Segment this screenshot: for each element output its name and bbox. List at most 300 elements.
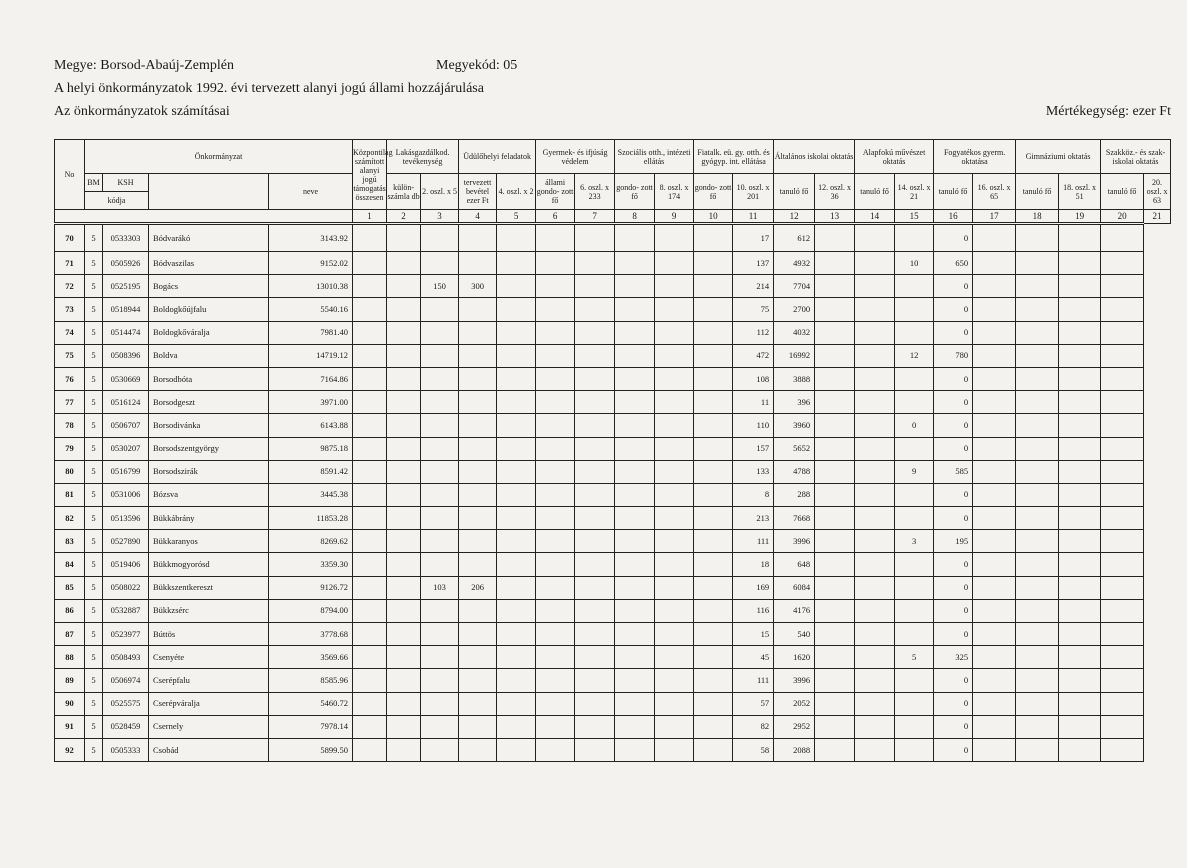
- cell-bm: 5: [85, 507, 103, 530]
- table-row: [55, 321, 1171, 344]
- cell-c13: 3960: [774, 414, 815, 437]
- cell-empty: [1059, 275, 1101, 298]
- cell-empty: [1101, 344, 1144, 367]
- cell-name: Csobád: [149, 738, 269, 761]
- cell-total: 3971.00: [269, 391, 353, 414]
- cell-empty: [1059, 715, 1101, 738]
- cell-c17: 0: [934, 623, 973, 646]
- cell-empty: [973, 460, 1016, 483]
- cell-c16: [895, 391, 934, 414]
- cell-empty: [1101, 738, 1144, 761]
- cell-empty: [497, 599, 536, 622]
- cell-no: 81: [55, 483, 85, 506]
- cell-c12: 108: [733, 367, 774, 390]
- cell-empty: [655, 483, 694, 506]
- cell-empty: [655, 599, 694, 622]
- table-row: [55, 738, 1171, 761]
- cell-bm: 5: [85, 367, 103, 390]
- cell-empty: [575, 692, 615, 715]
- cell-empty: [615, 553, 655, 576]
- subheader: 12. oszl. x 36: [815, 174, 855, 210]
- cell-empty: [615, 414, 655, 437]
- cell-empty: [615, 483, 655, 506]
- cell-empty: [536, 437, 575, 460]
- cell-empty: [353, 738, 387, 761]
- cell-empty: [1101, 437, 1144, 460]
- cell-empty: [353, 414, 387, 437]
- cell-c4: [421, 623, 459, 646]
- column-number: 12: [774, 210, 815, 224]
- cell-empty: [536, 669, 575, 692]
- cell-empty: [1059, 507, 1101, 530]
- cell-ksh: 0527890: [103, 530, 149, 553]
- cell-empty: [1016, 414, 1059, 437]
- cell-name: Borsodszentgyörgy: [149, 437, 269, 460]
- cell-c12: 17: [733, 224, 774, 252]
- cell-c12: 18: [733, 553, 774, 576]
- cell-empty: [536, 576, 575, 599]
- header-group: Gyermek- és ifjúság védelem: [536, 140, 615, 174]
- cell-c4: [421, 252, 459, 275]
- cell-empty: [815, 669, 855, 692]
- cell-c13: 3888: [774, 367, 815, 390]
- table-row: [55, 298, 1171, 321]
- cell-empty: [615, 599, 655, 622]
- cell-empty: [1101, 224, 1144, 252]
- cell-c5: [459, 553, 497, 576]
- cell-empty: [973, 669, 1016, 692]
- cell-empty: [497, 553, 536, 576]
- cell-c16: [895, 738, 934, 761]
- cell-empty: [575, 646, 615, 669]
- cell-empty: [1101, 553, 1144, 576]
- cell-empty: [655, 224, 694, 252]
- column-number: 11: [733, 210, 774, 224]
- cell-empty: [815, 321, 855, 344]
- cell-c17: 585: [934, 460, 973, 483]
- cell-c16: [895, 715, 934, 738]
- cell-bm: 5: [85, 623, 103, 646]
- cell-empty: [973, 321, 1016, 344]
- cell-c16: 0: [895, 414, 934, 437]
- cell-empty: [353, 623, 387, 646]
- cell-empty: [655, 414, 694, 437]
- column-number: 8: [615, 210, 655, 224]
- cell-empty: [855, 224, 895, 252]
- cell-ksh: 0519406: [103, 553, 149, 576]
- cell-empty: [1016, 738, 1059, 761]
- cell-empty: [575, 275, 615, 298]
- cell-empty: [387, 344, 421, 367]
- cell-empty: [497, 646, 536, 669]
- cell-c4: [421, 391, 459, 414]
- cell-empty: [1059, 321, 1101, 344]
- cell-empty: [536, 224, 575, 252]
- cell-empty: [815, 623, 855, 646]
- cell-c17: 780: [934, 344, 973, 367]
- cell-name: Csenyéte: [149, 646, 269, 669]
- cell-empty: [855, 252, 895, 275]
- cell-total: 8585.96: [269, 669, 353, 692]
- cell-empty: [497, 483, 536, 506]
- cell-empty: [536, 252, 575, 275]
- cell-c12: 58: [733, 738, 774, 761]
- cell-c12: 75: [733, 298, 774, 321]
- cell-empty: [655, 507, 694, 530]
- cell-empty: [387, 553, 421, 576]
- cell-empty: [855, 460, 895, 483]
- cell-c4: [421, 553, 459, 576]
- cell-empty: [1101, 599, 1144, 622]
- cell-c4: 150: [421, 275, 459, 298]
- cell-c17: 0: [934, 507, 973, 530]
- cell-c4: [421, 738, 459, 761]
- cell-name: Boldogkőváralja: [149, 321, 269, 344]
- column-number: 18: [1016, 210, 1059, 224]
- cell-empty: [353, 669, 387, 692]
- cell-empty: [694, 669, 733, 692]
- cell-no: 90: [55, 692, 85, 715]
- cell-empty: [855, 576, 895, 599]
- header-onkormanyzat: Önkormányzat: [85, 140, 353, 174]
- cell-c16: [895, 483, 934, 506]
- cell-empty: [815, 738, 855, 761]
- cell-c5: [459, 414, 497, 437]
- cell-empty: [497, 391, 536, 414]
- cell-c5: [459, 344, 497, 367]
- cell-empty: [536, 738, 575, 761]
- cell-empty: [1059, 298, 1101, 321]
- cell-empty: [536, 275, 575, 298]
- cell-empty: [1016, 298, 1059, 321]
- column-number: 2: [387, 210, 421, 224]
- cell-empty: [1016, 669, 1059, 692]
- cell-empty: [575, 530, 615, 553]
- cell-empty: [575, 715, 615, 738]
- cell-c12: 169: [733, 576, 774, 599]
- cell-empty: [575, 553, 615, 576]
- cell-total: 5540.16: [269, 298, 353, 321]
- cell-c17: 0: [934, 414, 973, 437]
- subheader: 6. oszl. x 233: [575, 174, 615, 210]
- cell-empty: [353, 275, 387, 298]
- cell-bm: 5: [85, 414, 103, 437]
- cell-empty: [694, 738, 733, 761]
- cell-ksh: 0506707: [103, 414, 149, 437]
- cell-empty: [536, 553, 575, 576]
- cell-name: Bogács: [149, 275, 269, 298]
- cell-empty: [855, 738, 895, 761]
- header-group: Üdülőhelyi feladatok: [459, 140, 536, 174]
- cell-empty: [353, 367, 387, 390]
- cell-name: Bódvaszilas: [149, 252, 269, 275]
- cell-c5: [459, 669, 497, 692]
- cell-empty: [973, 437, 1016, 460]
- cell-name: Boldva: [149, 344, 269, 367]
- cell-no: 83: [55, 530, 85, 553]
- cell-empty: [973, 367, 1016, 390]
- cell-empty: [497, 224, 536, 252]
- cell-empty: [694, 483, 733, 506]
- cell-c17: 0: [934, 391, 973, 414]
- cell-no: 82: [55, 507, 85, 530]
- cell-c17: 0: [934, 437, 973, 460]
- cell-ksh: 0523977: [103, 623, 149, 646]
- cell-no: 75: [55, 344, 85, 367]
- cell-empty: [387, 669, 421, 692]
- cell-empty: [855, 367, 895, 390]
- cell-name: Cserépváralja: [149, 692, 269, 715]
- cell-empty: [1016, 344, 1059, 367]
- cell-empty: [1101, 669, 1144, 692]
- cell-empty: [815, 224, 855, 252]
- cell-c5: [459, 507, 497, 530]
- table-row: [55, 646, 1171, 669]
- cell-empty: [497, 367, 536, 390]
- cell-c12: 45: [733, 646, 774, 669]
- cell-empty: [1059, 692, 1101, 715]
- cell-total: 7164.86: [269, 367, 353, 390]
- cell-c16: [895, 321, 934, 344]
- cell-empty: [615, 344, 655, 367]
- cell-empty: [694, 298, 733, 321]
- cell-c13: 612: [774, 224, 815, 252]
- cell-empty: [694, 367, 733, 390]
- table-row: [55, 391, 1171, 414]
- cell-c5: [459, 391, 497, 414]
- header-group: Alapfokú művészet oktatás: [855, 140, 934, 174]
- cell-c4: [421, 437, 459, 460]
- table-row: [55, 507, 1171, 530]
- cell-empty: [694, 623, 733, 646]
- cell-empty: [387, 576, 421, 599]
- cell-c4: [421, 599, 459, 622]
- cell-c12: 11: [733, 391, 774, 414]
- cell-empty: [655, 344, 694, 367]
- cell-c5: [459, 646, 497, 669]
- cell-c17: 0: [934, 321, 973, 344]
- cell-empty: [387, 692, 421, 715]
- cell-empty: [815, 692, 855, 715]
- cell-empty: [1016, 437, 1059, 460]
- cell-c13: 6084: [774, 576, 815, 599]
- cell-empty: [353, 224, 387, 252]
- cell-ksh: 0525575: [103, 692, 149, 715]
- header-no: No: [55, 140, 85, 210]
- cell-c16: [895, 692, 934, 715]
- cell-empty: [694, 391, 733, 414]
- cell-empty: [655, 738, 694, 761]
- cell-empty: [694, 437, 733, 460]
- cell-bm: 5: [85, 646, 103, 669]
- cell-empty: [1101, 576, 1144, 599]
- cell-no: 76: [55, 367, 85, 390]
- cell-c12: 111: [733, 669, 774, 692]
- cell-empty: [655, 692, 694, 715]
- cell-empty: [655, 460, 694, 483]
- cell-empty: [1016, 530, 1059, 553]
- cell-empty: [1059, 738, 1101, 761]
- cell-c13: 5652: [774, 437, 815, 460]
- subheader: gondo- zott fő: [694, 174, 733, 210]
- cell-empty: [815, 252, 855, 275]
- cell-empty: [973, 298, 1016, 321]
- cell-c13: 4176: [774, 599, 815, 622]
- cell-name: Cserépfalu: [149, 669, 269, 692]
- cell-empty: [694, 414, 733, 437]
- cell-empty: [655, 553, 694, 576]
- cell-c17: 0: [934, 738, 973, 761]
- table-row: [55, 530, 1171, 553]
- cell-empty: [855, 530, 895, 553]
- cell-c12: 214: [733, 275, 774, 298]
- cell-c4: [421, 646, 459, 669]
- cell-empty: [615, 623, 655, 646]
- cell-c13: 3996: [774, 669, 815, 692]
- cell-empty: [353, 344, 387, 367]
- table-row: [55, 623, 1171, 646]
- column-number: 17: [973, 210, 1016, 224]
- cell-c17: 0: [934, 576, 973, 599]
- subheader: állami gondo- zott fő: [536, 174, 575, 210]
- cell-ksh: 0528459: [103, 715, 149, 738]
- cell-empty: [855, 692, 895, 715]
- cell-ksh: 0505333: [103, 738, 149, 761]
- cell-empty: [575, 507, 615, 530]
- cell-empty: [575, 599, 615, 622]
- cell-empty: [1101, 275, 1144, 298]
- cell-empty: [973, 738, 1016, 761]
- cell-c12: 110: [733, 414, 774, 437]
- cell-empty: [1059, 599, 1101, 622]
- cell-empty: [497, 460, 536, 483]
- header-group: Általános iskolai oktatás: [774, 140, 855, 174]
- cell-empty: [855, 669, 895, 692]
- cell-empty: [973, 507, 1016, 530]
- cell-no: 88: [55, 646, 85, 669]
- cell-c17: 0: [934, 483, 973, 506]
- cell-bm: 5: [85, 483, 103, 506]
- cell-empty: [387, 623, 421, 646]
- cell-ksh: 0533303: [103, 224, 149, 252]
- cell-empty: [536, 391, 575, 414]
- cell-empty: [694, 692, 733, 715]
- header-group: Lakásgazdálkod. tevékenység: [387, 140, 459, 174]
- subheader: külön- számla db: [387, 174, 421, 210]
- cell-empty: [1101, 623, 1144, 646]
- subheader: 10. oszl. x 201: [733, 174, 774, 210]
- cell-empty: [353, 576, 387, 599]
- cell-empty: [1101, 298, 1144, 321]
- cell-empty: [387, 321, 421, 344]
- cell-total: 5460.72: [269, 692, 353, 715]
- cell-empty: [1101, 692, 1144, 715]
- cell-c4: [421, 367, 459, 390]
- cell-empty: [1101, 715, 1144, 738]
- cell-empty: [655, 252, 694, 275]
- cell-c13: 1620: [774, 646, 815, 669]
- cell-empty: [387, 275, 421, 298]
- cell-empty: [615, 367, 655, 390]
- cell-total: 6143.88: [269, 414, 353, 437]
- cell-bm: 5: [85, 391, 103, 414]
- cell-c13: 288: [774, 483, 815, 506]
- subheader: tanuló fő: [774, 174, 815, 210]
- table-row: [55, 576, 1171, 599]
- header-group: Fiatalk. eü. gy. otth. és gyógyp. int. ellátása: [694, 140, 774, 174]
- cell-empty: [694, 646, 733, 669]
- cell-empty: [973, 692, 1016, 715]
- cell-c5: [459, 460, 497, 483]
- cell-no: 92: [55, 738, 85, 761]
- header-ksh: KSH: [103, 174, 149, 192]
- cell-empty: [353, 321, 387, 344]
- cell-empty: [615, 275, 655, 298]
- cell-name: Borsodbóta: [149, 367, 269, 390]
- cell-empty: [353, 530, 387, 553]
- cell-bm: 5: [85, 738, 103, 761]
- cell-c13: 2952: [774, 715, 815, 738]
- table-row: [55, 252, 1171, 275]
- cell-empty: [575, 669, 615, 692]
- cell-empty: [497, 623, 536, 646]
- cell-empty: [615, 224, 655, 252]
- cell-empty: [855, 715, 895, 738]
- cell-no: 72: [55, 275, 85, 298]
- cell-c4: [421, 460, 459, 483]
- cell-bm: 5: [85, 437, 103, 460]
- cell-empty: [615, 252, 655, 275]
- cell-c16: [895, 576, 934, 599]
- cell-empty: [815, 344, 855, 367]
- cell-empty: [1016, 507, 1059, 530]
- cell-empty: [387, 437, 421, 460]
- cell-c5: [459, 298, 497, 321]
- document-subtitle: Az önkormányzatok számításai: [54, 104, 230, 119]
- cell-ksh: 0516799: [103, 460, 149, 483]
- cell-empty: [536, 414, 575, 437]
- cell-empty: [973, 344, 1016, 367]
- cell-empty: [536, 599, 575, 622]
- header-bm: BM: [85, 174, 103, 192]
- cell-empty: [655, 437, 694, 460]
- cell-c5: [459, 738, 497, 761]
- subheader: tanuló fő: [1101, 174, 1144, 210]
- table-row: [55, 224, 1171, 252]
- table-row: [55, 715, 1171, 738]
- cell-empty: [694, 576, 733, 599]
- cell-c13: 4788: [774, 460, 815, 483]
- cell-empty: [615, 692, 655, 715]
- cell-empty: [973, 646, 1016, 669]
- cell-empty: [815, 298, 855, 321]
- cell-c17: 0: [934, 298, 973, 321]
- cell-empty: [575, 252, 615, 275]
- cell-empty: [973, 414, 1016, 437]
- cell-empty: [615, 460, 655, 483]
- column-number: 1: [353, 210, 387, 224]
- header-group: Szakköz.- és szak- iskolai oktatás: [1101, 140, 1171, 174]
- subheader: 18. oszl. x 51: [1059, 174, 1101, 210]
- cell-empty: [973, 391, 1016, 414]
- cell-empty: [694, 224, 733, 252]
- cell-c12: 15: [733, 623, 774, 646]
- cell-no: 87: [55, 623, 85, 646]
- column-number: 9: [655, 210, 694, 224]
- cell-empty: [694, 275, 733, 298]
- cell-empty: [497, 344, 536, 367]
- subheader: tanuló fő: [1016, 174, 1059, 210]
